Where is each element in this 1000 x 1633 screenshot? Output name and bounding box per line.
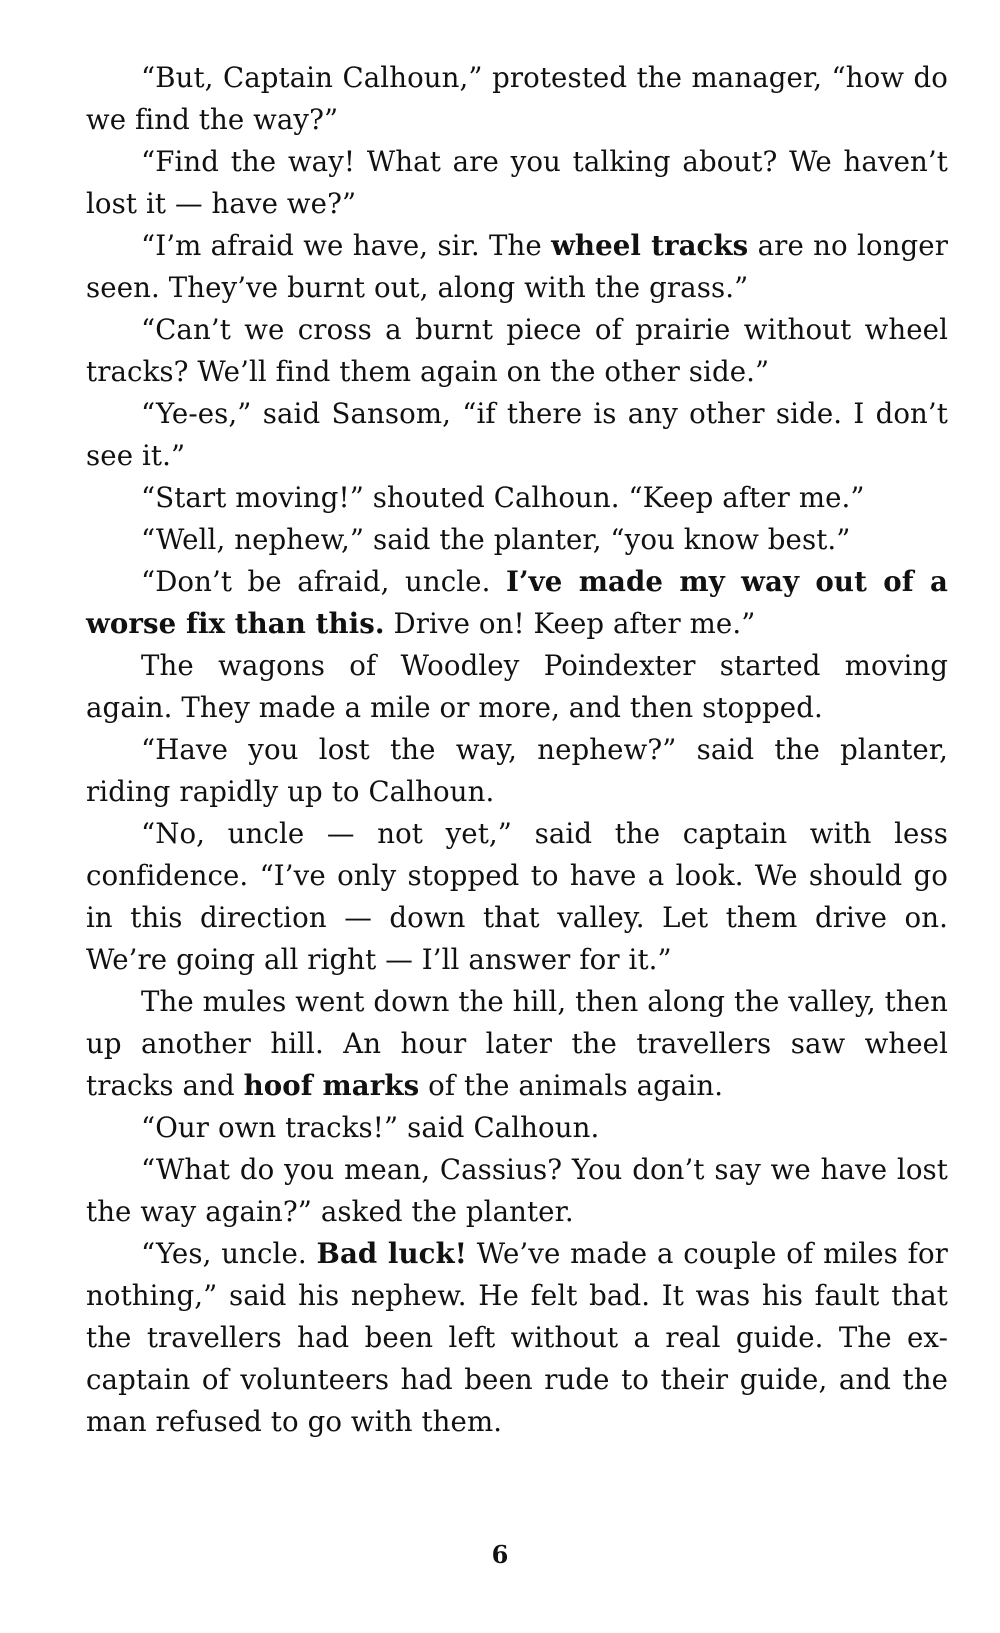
paragraph <box>86 645 948 729</box>
text-run: Drive on! Keep after me.” <box>384 607 756 640</box>
paragraph <box>86 1107 948 1149</box>
text-run: “Can’t we cross a burnt piece of prairie without wheel tracks? We’ll find them again on the other side.” <box>86 313 948 388</box>
text-run: “I’m afraid we have, sir. The <box>141 229 552 262</box>
bold-phrase: hoof marks <box>243 1069 420 1102</box>
text-run: “What do you mean, Cassius? You don’t say we have lost the way again?” asked the planter. <box>86 1153 948 1228</box>
bold-phrase: I’ve made my way out of a worse fix than this. <box>86 565 948 640</box>
text-run: “But, Captain Calhoun,” protested the manager, “how do we find the way?” <box>86 61 948 136</box>
paragraph <box>86 561 948 645</box>
paragraph <box>86 477 948 519</box>
text-run: “Start moving!” shouted Calhoun. “Keep after me.” <box>141 481 865 514</box>
text-run: The wagons of Woodley Poindexter started moving again. They made a mile or more, and then stopped. <box>86 649 948 724</box>
text-run: “Ye-es,” said Sansom, “if there is any other side. I don’t see it.” <box>86 397 948 472</box>
paragraph <box>86 729 948 813</box>
text-run: are no longer seen. They’ve burnt out, along with the grass.” <box>86 229 949 304</box>
text-run: “Don’t be afraid, uncle. <box>141 565 506 598</box>
paragraph <box>86 519 948 561</box>
text-run: “No, uncle — not yet,” said the captain with less confidence. “I’ve only stopped to have a look. We should go in this direction — down that valley. Let them drive on. We’re going all right — I’ll answer for it.” <box>86 817 948 976</box>
page-body <box>86 57 948 1443</box>
paragraph <box>86 981 948 1107</box>
page-number: 6 <box>491 1540 509 1569</box>
text-run: We’ve made a couple of miles for nothing,” said his nephew. He felt bad. It was his fault that the travellers had been left without a real guide. The ex-captain of volunteers had been rude to their guide, and the man refused to go with them. <box>86 1237 948 1438</box>
paragraph <box>86 225 948 309</box>
paragraph <box>86 57 948 141</box>
paragraph <box>86 141 948 225</box>
text-run: The mules went down the hill, then along the valley, then up another hill. An hour later the travellers saw wheel tracks and <box>86 985 949 1102</box>
bold-phrase: wheel tracks <box>551 229 749 262</box>
paragraph <box>86 1149 948 1233</box>
paragraph <box>86 309 948 393</box>
text-run: “Well, nephew,” said the planter, “you know best.” <box>141 523 851 556</box>
paragraph <box>86 813 948 981</box>
text-run: “Find the way! What are you talking about? We haven’t lost it — have we?” <box>86 145 948 220</box>
paragraph <box>86 393 948 477</box>
text-run: of the animals again. <box>419 1069 724 1102</box>
bold-phrase: Bad luck! <box>316 1237 467 1270</box>
text-run: “Have you lost the way, nephew?” said the planter, riding rapidly up to Calhoun. <box>86 733 948 808</box>
paragraph <box>86 1233 948 1443</box>
text-run: “Yes, uncle. <box>141 1237 317 1270</box>
text-run: “Our own tracks!” said Calhoun. <box>141 1111 600 1144</box>
